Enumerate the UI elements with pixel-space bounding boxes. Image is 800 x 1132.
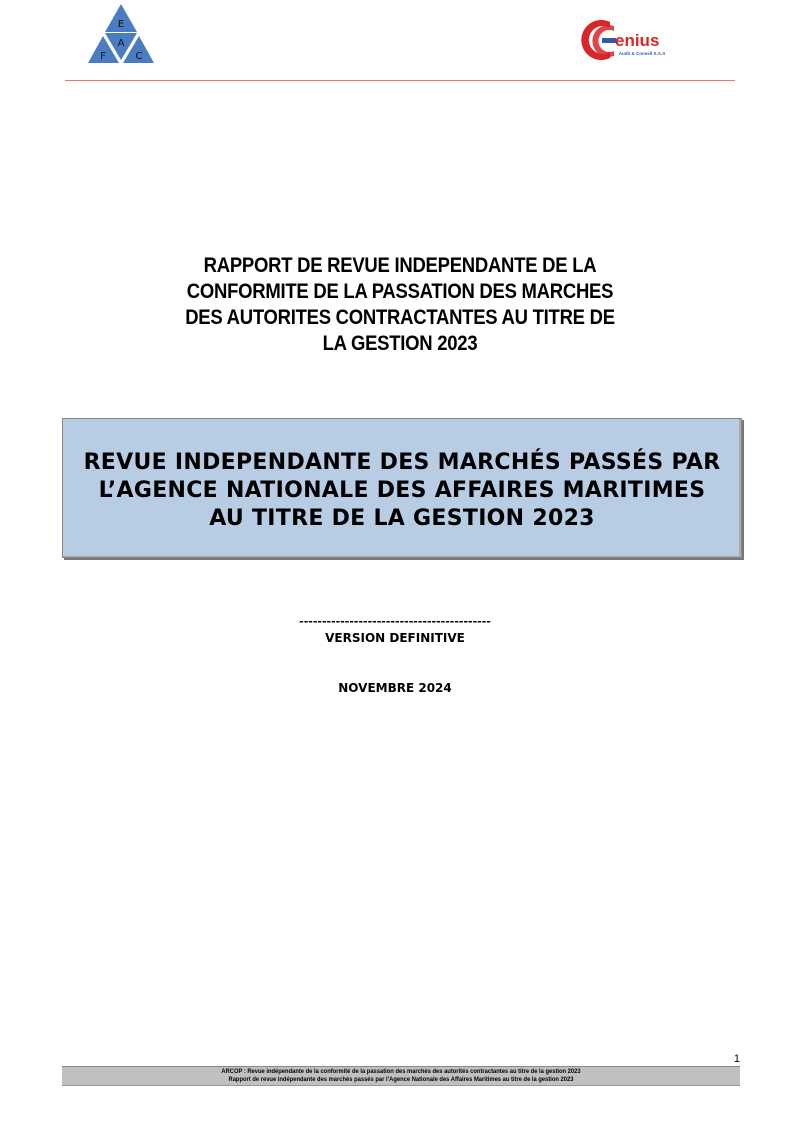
subtitle-box [62,418,742,558]
subtitle-line: AU TITRE DE LA GESTION 2023 [209,506,595,531]
page-number: 1 [733,1053,740,1065]
report-title-line: RAPPORT DE REVUE INDEPENDANTE DE LA [203,253,597,277]
date-label: NOVEMBRE 2024 [338,681,452,695]
version-label: VERSION DEFINITIVE [325,631,465,645]
svg-text:A: A [117,38,125,49]
genius-brand-icon [580,14,700,64]
triangle-logo-icon [88,2,154,68]
report-title-line: DES AUTORITES CONTRACTANTES AU TITRE DE [185,305,615,329]
svg-text:E: E [117,19,125,30]
subtitle-line: REVUE INDEPENDANTE DES MARCHÉS PASSÉS PAR [83,450,721,475]
genius-wordmark: enius [615,31,660,50]
report-title-line: CONFORMITE DE LA PASSATION DES MARCHES [186,279,614,303]
eafc-logo [88,2,154,68]
header-divider [65,80,735,81]
footer-line: Rapport de revue indépendante des marchés passés par l’Agence Nationale des Affaires Maritimes au titre de la gestion 2023 [228,1076,574,1083]
report-title [185,252,615,356]
svg-text:C: C [135,51,143,62]
svg-text:F: F [100,51,106,62]
footer-line: ARCOP : Revue indépendante de la conformité de la passation des marchés des autorités contractantes au titre de la gestion 2023 [221,1068,581,1075]
subtitle-line: L’AGENCE NATIONALE DES AFFAIRES MARITIMES [98,478,706,503]
svg-text:Audit & Conseil S.A.S: Audit & Conseil S.A.S [618,51,666,56]
separator-line: ------------------------------------------ [299,615,491,628]
genius-logo [580,14,700,64]
report-title-line: LA GESTION 2023 [322,331,478,355]
footer-band [62,1066,740,1086]
